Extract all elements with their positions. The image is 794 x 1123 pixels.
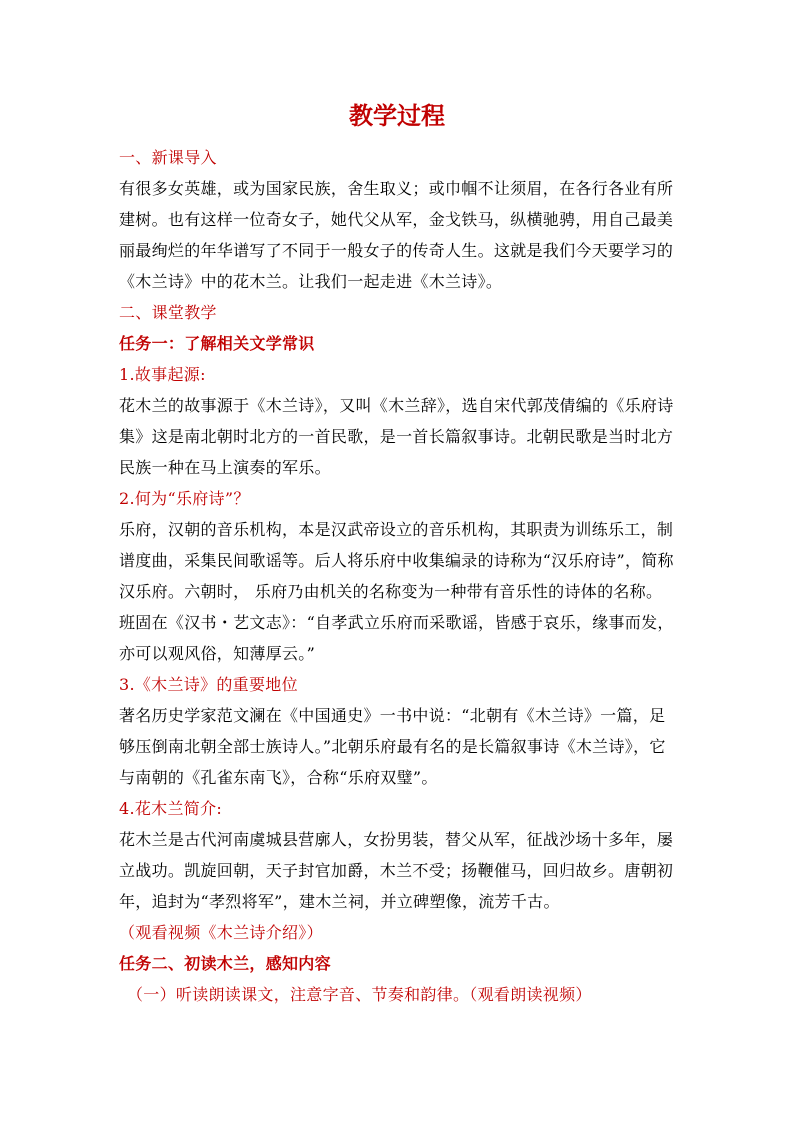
section-heading-intro: 一、新课导入 [119, 148, 217, 167]
section-heading-teaching: 二、课堂教学 [119, 303, 217, 322]
item4-paragraph: 花木兰是古代河南虞城县营廓人，女扮男装，替父从军，征战沙场十多年，屡立战功。凯旋回朝，天子封官加爵，木兰不受；扬鞭催马，回归故乡。唐朝初年，追封为“孝烈将军”，建木兰祠，并立碑塑像，流芳千古。 [119, 830, 674, 911]
document-body [119, 142, 679, 1010]
item3-paragraph: 著名历史学家范文澜在《中国通史》一书中说：“北朝有《木兰诗》一篇，足够压倒南北朝全部士族诗人。”北朝乐府最有名的是长篇叙事诗《木兰诗》，它与南朝的《孔雀东南飞》，合称“乐府双璧”。 [119, 706, 666, 787]
item2-heading: 2.何为“乐府诗”？ [119, 489, 250, 508]
item3-heading: 3.《木兰诗》的重要地位 [119, 675, 298, 694]
item1-paragraph: 花木兰的故事源于《木兰诗》，又叫《木兰辞》，选自宋代郭茂倩编的《乐府诗集》这是南北朝时北方的一首民歌，是一首长篇叙事诗。北朝民歌是当时北方民族一种在马上演奏的军乐。 [119, 396, 674, 477]
task2-subheading: （一）听读朗读课文，注意字音、节奏和韵律。（观看朗读视频） [127, 985, 592, 1004]
page-title: 教学过程 [349, 101, 445, 130]
task2-heading: 任务二、初读木兰，感知内容 [119, 954, 331, 973]
item1-heading: 1.故事起源: [119, 365, 206, 384]
task1-heading: 任务一：了解相关文学常识 [119, 334, 315, 353]
video-note: （观看视频《木兰诗介绍》） [119, 923, 323, 942]
item2-paragraph: 乐府，汉朝的音乐机构，本是汉武帝设立的音乐机构，其职责为训练乐工，制谱度曲，采集民间歌谣等。后人将乐府中收集编录的诗称为“汉乐府诗”，简称汉乐府。六朝时， 乐府乃由机关的名称变为一种带有音乐性的诗体的名称。 [119, 520, 674, 601]
item4-heading: 4.花木兰简介: [119, 799, 223, 818]
item2-quote: 班固在《汉书・艺文志》：“自孝武立乐府而采歌谣，皆感于哀乐，缘事而发，亦可以观风俗，知薄厚云。” [119, 613, 674, 663]
intro-paragraph: 有很多女英雄，或为国家民族，舍生取义；或巾帼不让须眉，在各行各业有所建树。也有这样一位奇女子，她代父从军，金戈铁马，纵横驰骋，用自己最美丽最绚烂的年华谱写了不同于一般女子的传奇人生。这就是我们今天要学习的《木兰诗》中的花木兰。让我们一起走进《木兰诗》。 [119, 179, 674, 291]
